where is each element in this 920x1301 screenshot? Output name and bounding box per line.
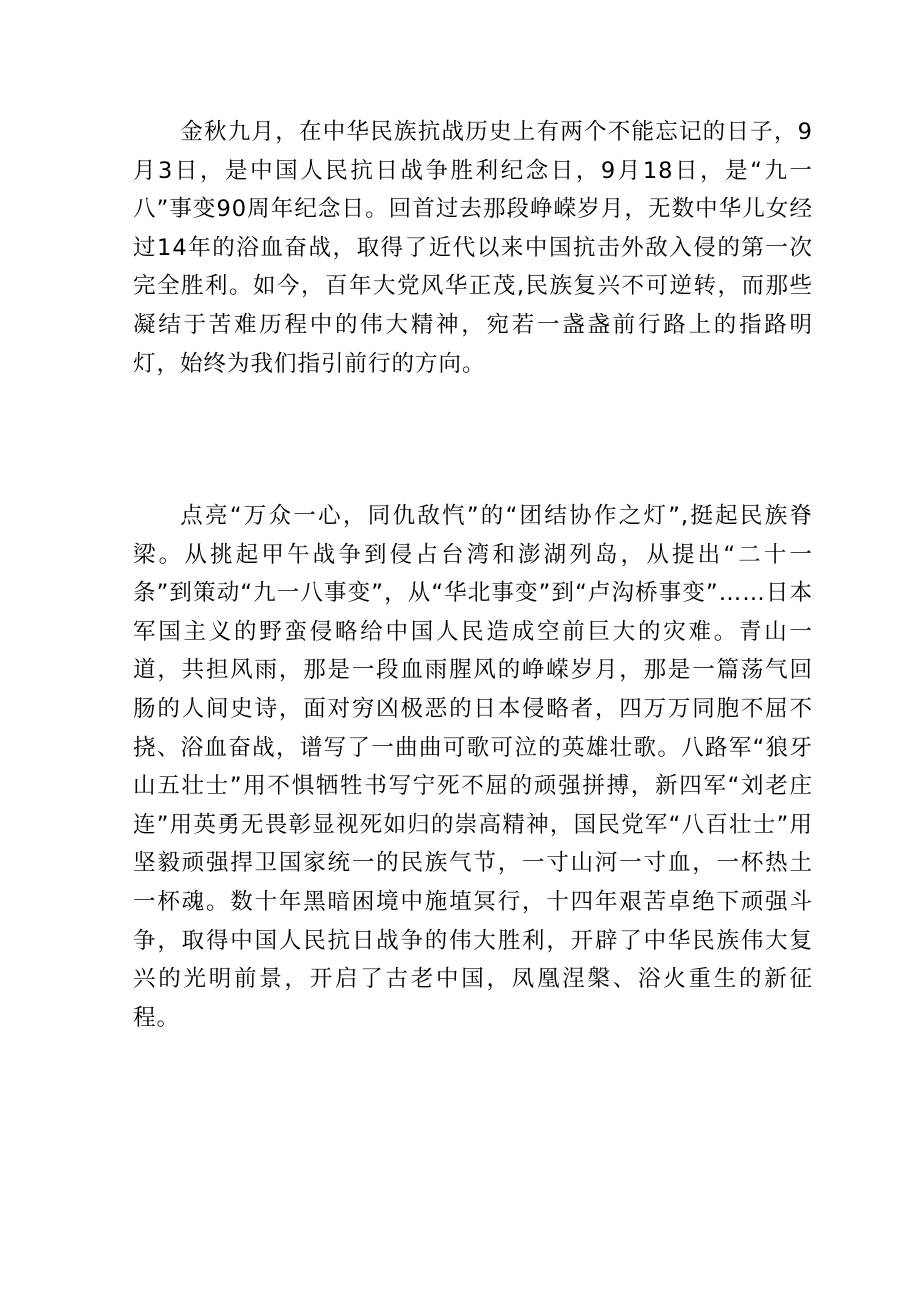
paragraph-1: 金秋九月，在中华民族抗战历史上有两个不能忘记的日子，9月3日，是中国人民抗日战争胜利纪念日，9月18日，是“九一八”事变90周年纪念日。回首过去那段峥嵘岁月，无数中华儿女经过14年的浴血奋战，取得了近代以来中国抗击外敌入侵的第一次完全胜利。如今，百年大党风华正茂,民族复兴不可逆转，而那些凝结于苦难历程中的伟大精神，宛若一盏盏前行路上的指路明灯，始终为我们指引前行的方向。 bbox=[133, 119, 813, 377]
paragraph-2: 点亮“万众一心，同仇敌忾”的“团结协作之灯”,挺起民族脊梁。从挑起甲午战争到侵占台湾和澎湖列岛，从提出“二十一条”到策动“九一八事变”，从“华北事变”到“卢沟桥事变”……日本军国主义的野蛮侵略给中国人民造成空前巨大的灾难。青山一道，共担风雨，那是一段血雨腥风的峥嵘岁月，那是一篇荡气回肠的人间史诗，面对穷凶极恶的日本侵略者，四万万同胞不屈不挠、浴血奋战，谱写了一曲曲可歌可泣的英雄壮歌。八路军“狼牙山五壮士”用不惧牺牲书写宁死不屈的顽强拼搏，新四军“刘老庄连”用英勇无畏彰显视死如归的崇高精神，国民党军“八百壮士”用坚毅顽强捍卫国家统一的民族气节，一寸山河一寸血，一杯热土一杯魂。数十年黑暗困境中施埴冥行，十四年艰苦卓绝下顽强斗争，取得中国人民抗日战争的伟大胜利，开辟了中华民族伟大复兴的光明前景，开启了古老中国，凤凰涅槃、浴火重生的新征程。 bbox=[133, 503, 813, 1031]
